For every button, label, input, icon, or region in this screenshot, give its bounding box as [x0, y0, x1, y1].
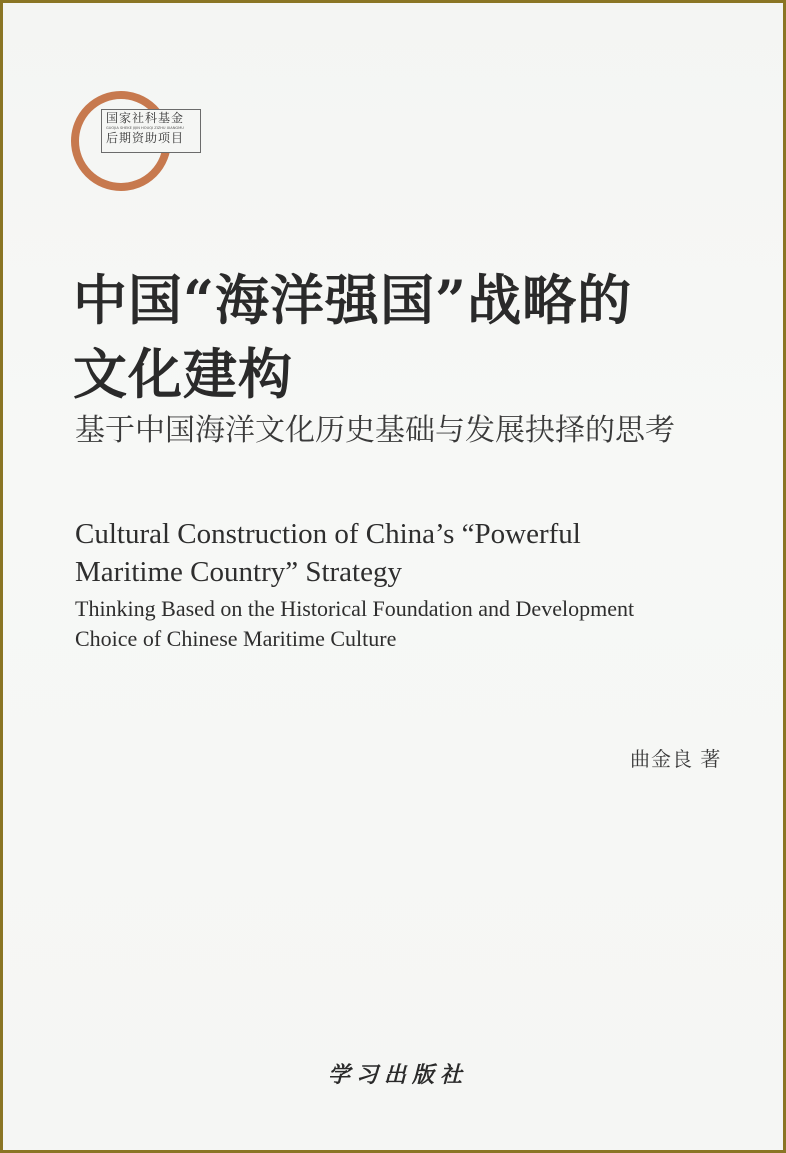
book-subtitle-english — [75, 594, 715, 654]
title-en-line2: Maritime Country” Strategy — [75, 556, 402, 588]
title-en-line1: Cultural Construction of China’s “Powerful — [75, 518, 581, 550]
seal-label-box — [101, 109, 201, 153]
seal-pinyin: GUOJIA SHEKE JIJIN HOUQI ZIZHU XIANGMU — [106, 126, 184, 130]
subtitle-en-line2: Choice of Chinese Maritime Culture — [75, 626, 397, 651]
book-subtitle-chinese: 基于中国海洋文化历史基础与发展抉择的思考 — [75, 413, 675, 448]
book-title-english — [75, 515, 695, 591]
seal-line2: 后期资助项目 — [106, 131, 185, 145]
title-cn-line2: 文化建构 — [73, 342, 293, 406]
publisher-name: 学习出版社 — [328, 1062, 469, 1088]
seal-line1: 国家社科基金 — [106, 111, 185, 125]
book-title-chinese — [73, 263, 713, 411]
author-credit: 曲金良 著 — [630, 747, 722, 771]
subtitle-en-line1: Thinking Based on the Historical Foundation and Development — [75, 596, 635, 621]
title-cn-line1: 中国“海洋强国”战略的 — [73, 268, 633, 332]
fund-seal-logo — [71, 91, 203, 191]
